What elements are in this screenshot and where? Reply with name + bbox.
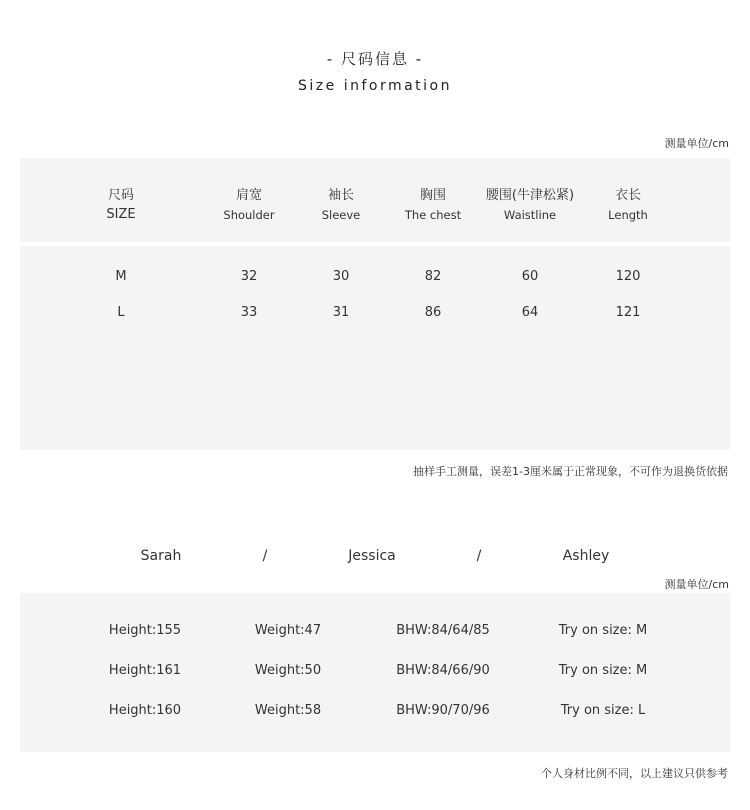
size-table-cell: 121 <box>615 305 641 320</box>
name-separator: / <box>476 548 482 564</box>
size-header-zh: 袖长 <box>327 188 355 203</box>
model-table-cell: Try on size: M <box>558 623 648 638</box>
size-header-zh: 腰围(牛津松紧) <box>485 188 575 203</box>
model-table-cell: BHW:84/66/90 <box>396 663 490 678</box>
size-table-cell: 60 <box>521 269 539 284</box>
section-title-zh: - 尺码信息 - <box>326 50 424 68</box>
model-table-cell: Try on size: M <box>558 663 648 678</box>
model-table-cell: Weight:58 <box>254 703 322 718</box>
size-table-cell: 31 <box>332 305 350 320</box>
size-table-cell: L <box>117 305 125 320</box>
size-header-en: Sleeve <box>321 208 361 222</box>
size-header-en: SIZE <box>106 207 136 222</box>
size-header-zh: 衣长 <box>614 188 642 203</box>
size-header-zh: 胸围 <box>419 188 447 203</box>
size-table-cell: 30 <box>332 269 350 284</box>
size-table-cell: M <box>115 269 127 284</box>
size-header-zh: 尺码 <box>107 188 135 203</box>
size-table-cell: 32 <box>240 269 258 284</box>
section-title-en: Size information <box>298 78 452 94</box>
model-name: Ashley <box>562 548 610 564</box>
size-table-cell: 86 <box>424 305 442 320</box>
measurement-note: 抽样手工测量，误差1-3厘米属于正常现象，不可作为退换货依据 <box>413 465 728 478</box>
model-table-cell: Height:155 <box>108 623 182 638</box>
model-table-cell: BHW:90/70/96 <box>396 703 490 718</box>
size-table-cell: 120 <box>615 269 641 284</box>
model-table-cell: Height:160 <box>108 703 182 718</box>
model-table-cell: Weight:47 <box>254 623 322 638</box>
size-table-cell: 64 <box>521 305 539 320</box>
model-table-cell: Weight:50 <box>254 663 322 678</box>
model-table-cell: BHW:84/64/85 <box>396 623 490 638</box>
size-table-cell: 82 <box>424 269 442 284</box>
size-header-en: Waistline <box>503 208 557 222</box>
size-table-cell: 33 <box>240 305 258 320</box>
model-unit-label: 测量单位/cm <box>664 578 729 591</box>
size-header-en: The chest <box>404 208 462 222</box>
size-header-en: Length <box>608 208 648 222</box>
size-header-zh: 肩宽 <box>235 188 263 203</box>
measurement-unit-label: 测量单位/cm <box>664 137 729 150</box>
model-table-cell: Height:161 <box>108 663 182 678</box>
size-header-en: Shoulder <box>223 208 275 222</box>
name-separator: / <box>262 548 268 564</box>
model-name: Jessica <box>348 548 396 564</box>
model-note: 个人身材比例不同，以上建议只供参考 <box>541 767 728 780</box>
model-table-cell: Try on size: L <box>560 703 646 718</box>
model-name: Sarah <box>140 548 182 564</box>
